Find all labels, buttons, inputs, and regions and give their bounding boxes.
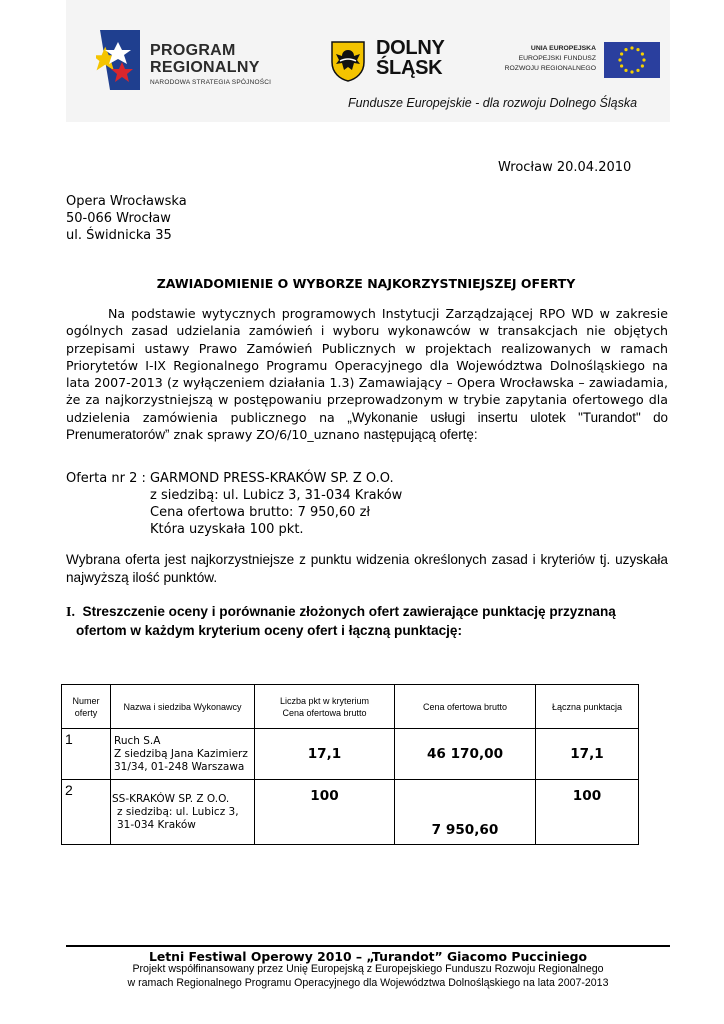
section-heading-line-2: ofertom w każdym kryterium oceny ofert i łączną punktację:	[76, 623, 463, 638]
criterion-points-cell: 100	[255, 780, 395, 845]
section-roman-numeral: I.	[66, 605, 75, 620]
eu-star-icon	[624, 48, 627, 51]
offers-comparison-table	[61, 684, 639, 845]
ds-line-2: ŚLĄSK	[376, 57, 443, 79]
gross-price-cell: 46 170,00	[395, 729, 536, 780]
section-heading	[66, 603, 676, 640]
footer-line-3: w ramach Regionalnego Programu Operacyjnego dla Województwa Dolnośląskiego na lata 2007-2013	[127, 977, 609, 989]
document-title: ZAWIADOMIENIE O WYBORZE NAJKORZYSTNIEJSZEJ OFERTY	[156, 276, 576, 291]
address-line-1: Opera Wrocławska	[66, 194, 187, 209]
address-line-3: ul. Świdnicka 35	[66, 228, 172, 243]
eu-star-icon	[630, 70, 633, 73]
header-criterion-points: Liczba pkt w kryterium Cena ofertowa brutto	[255, 685, 395, 729]
eu-star-icon	[624, 69, 627, 72]
eu-star-icon	[636, 48, 639, 51]
recipient-address	[66, 193, 187, 244]
offer-line-3: Cena ofertowa brutto: 7 950,60 zł	[150, 505, 371, 520]
eu-star-icon	[636, 69, 639, 72]
eu-line-3: ROZWOJU REGIONALNEGO	[504, 65, 596, 72]
program-regionalny-logo-icon	[96, 28, 140, 90]
header-contractor-name: Nazwa i siedziba Wykonawcy	[111, 685, 255, 729]
footer-divider	[66, 945, 670, 947]
pr-line-1: PROGRAM	[150, 42, 236, 59]
intro-subject-text: „Wykonanie usługi insertu ulotek "Turandot" do Prenumeratorów”	[66, 409, 668, 443]
eu-fund-text	[484, 44, 596, 74]
offer-line-2: z siedzibą: ul. Lubicz 3, 31-034 Kraków	[150, 488, 403, 503]
contractor-cell: SS-KRAKÓW SP. Z O.O. z siedzibą: ul. Lubicz 3, 31-034 Kraków	[111, 780, 255, 845]
eu-star-icon	[618, 58, 621, 61]
intro-main-text: Na podstawie wytycznych programowych Instytucji Zarządzającej RPO WD w zakresie ogólnych zasad udzielania zamówień i wyboru wykonawców w transakcjach nie objętych przepisami ustawy Prawo Zamówień Publicznych w projektach realizowanych w ramach Priorytetów I-IX Regionalnego Programu Operacyjnego dla Województwa Dolnośląskiego na lata 2007-2013 (z wyłączeniem działania 1.3) Zamawiający – Opera Wrocławska – zawiadamia, że za najkorzystniejszą w postępowaniu przeprowadzonym w trybie zapytania ofertowego dla udzielenia zamówienia publicznego na	[66, 306, 668, 425]
ds-line-1: DOLNY	[376, 37, 445, 59]
dolny-slask-crest-icon	[330, 40, 366, 82]
eu-star-icon	[630, 46, 633, 49]
section-heading-line-1: Streszczenie oceny i porównanie złożonych ofert zawierające punktację przyznaną	[82, 604, 616, 619]
offer-number-cell: 2	[62, 780, 111, 845]
eu-star-icon	[642, 58, 645, 61]
contractor-cell: Ruch S.A Z siedzibą Jana Kazimierz 31/34, 01-248 Warszawa	[111, 729, 255, 780]
selected-offer-block	[66, 470, 402, 538]
header-total-points: Łączna punktacja	[536, 685, 639, 729]
eu-line-1: UNIA EUROPEJSKA	[530, 45, 596, 52]
letter-date: Wrocław 20.04.2010	[498, 160, 632, 175]
pr-line-2: REGIONALNY	[150, 59, 260, 76]
table-header-row	[62, 685, 639, 729]
footer-line-2: Projekt współfinansowany przez Unię Europejską z Europejskiego Funduszu Rozwoju Regionalnego	[132, 963, 604, 975]
eu-line-2: EUROPEJSKI FUNDUSZ	[518, 55, 596, 62]
total-points-cell: 17,1	[536, 729, 639, 780]
dolny-slask-text	[376, 38, 445, 78]
pr-line-3: NARODOWA STRATEGIA SPÓJNOŚCI	[150, 79, 272, 86]
footer-title: Letni Festiwal Operowy 2010 – „Turandot” Giacomo Pucciniego	[148, 949, 588, 964]
header-tagline: Fundusze Europejskie - dla rozwoju Dolnego Śląska	[348, 96, 638, 110]
intro-paragraph	[66, 305, 668, 443]
header-offer-number: Numer oferty	[62, 685, 111, 729]
chosen-offer-statement: Wybrana oferta jest najkorzystniejsze z punktu widzenia określonych zasad i kryteriów tj. uzyskała najwyższą ilość punktów.	[66, 552, 668, 585]
criterion-points-cell: 17,1	[255, 729, 395, 780]
table-row	[62, 729, 639, 780]
offer-line-1: Oferta nr 2 : GARMOND PRESS-KRAKÓW SP. Z O.O.	[66, 471, 394, 486]
eu-star-icon	[641, 64, 644, 67]
intro-end-text: następującą ofertę:	[363, 427, 478, 443]
eu-star-icon	[620, 52, 623, 55]
intro-reference-text: znak sprawy ZO/6/10_uznano	[173, 427, 360, 443]
eu-flag-icon	[604, 42, 660, 78]
offer-number-cell: 1	[62, 729, 111, 780]
offer-line-4: Która uzyskała 100 pkt.	[150, 522, 304, 537]
address-line-2: 50-066 Wrocław	[66, 211, 171, 226]
header-gross-price: Cena ofertowa brutto	[395, 685, 536, 729]
total-points-cell: 100	[536, 780, 639, 845]
table-row	[62, 780, 639, 845]
eu-star-icon	[641, 52, 644, 55]
gross-price-cell: 7 950,60	[395, 780, 536, 845]
program-regionalny-text	[150, 42, 271, 86]
eu-star-icon	[620, 64, 623, 67]
